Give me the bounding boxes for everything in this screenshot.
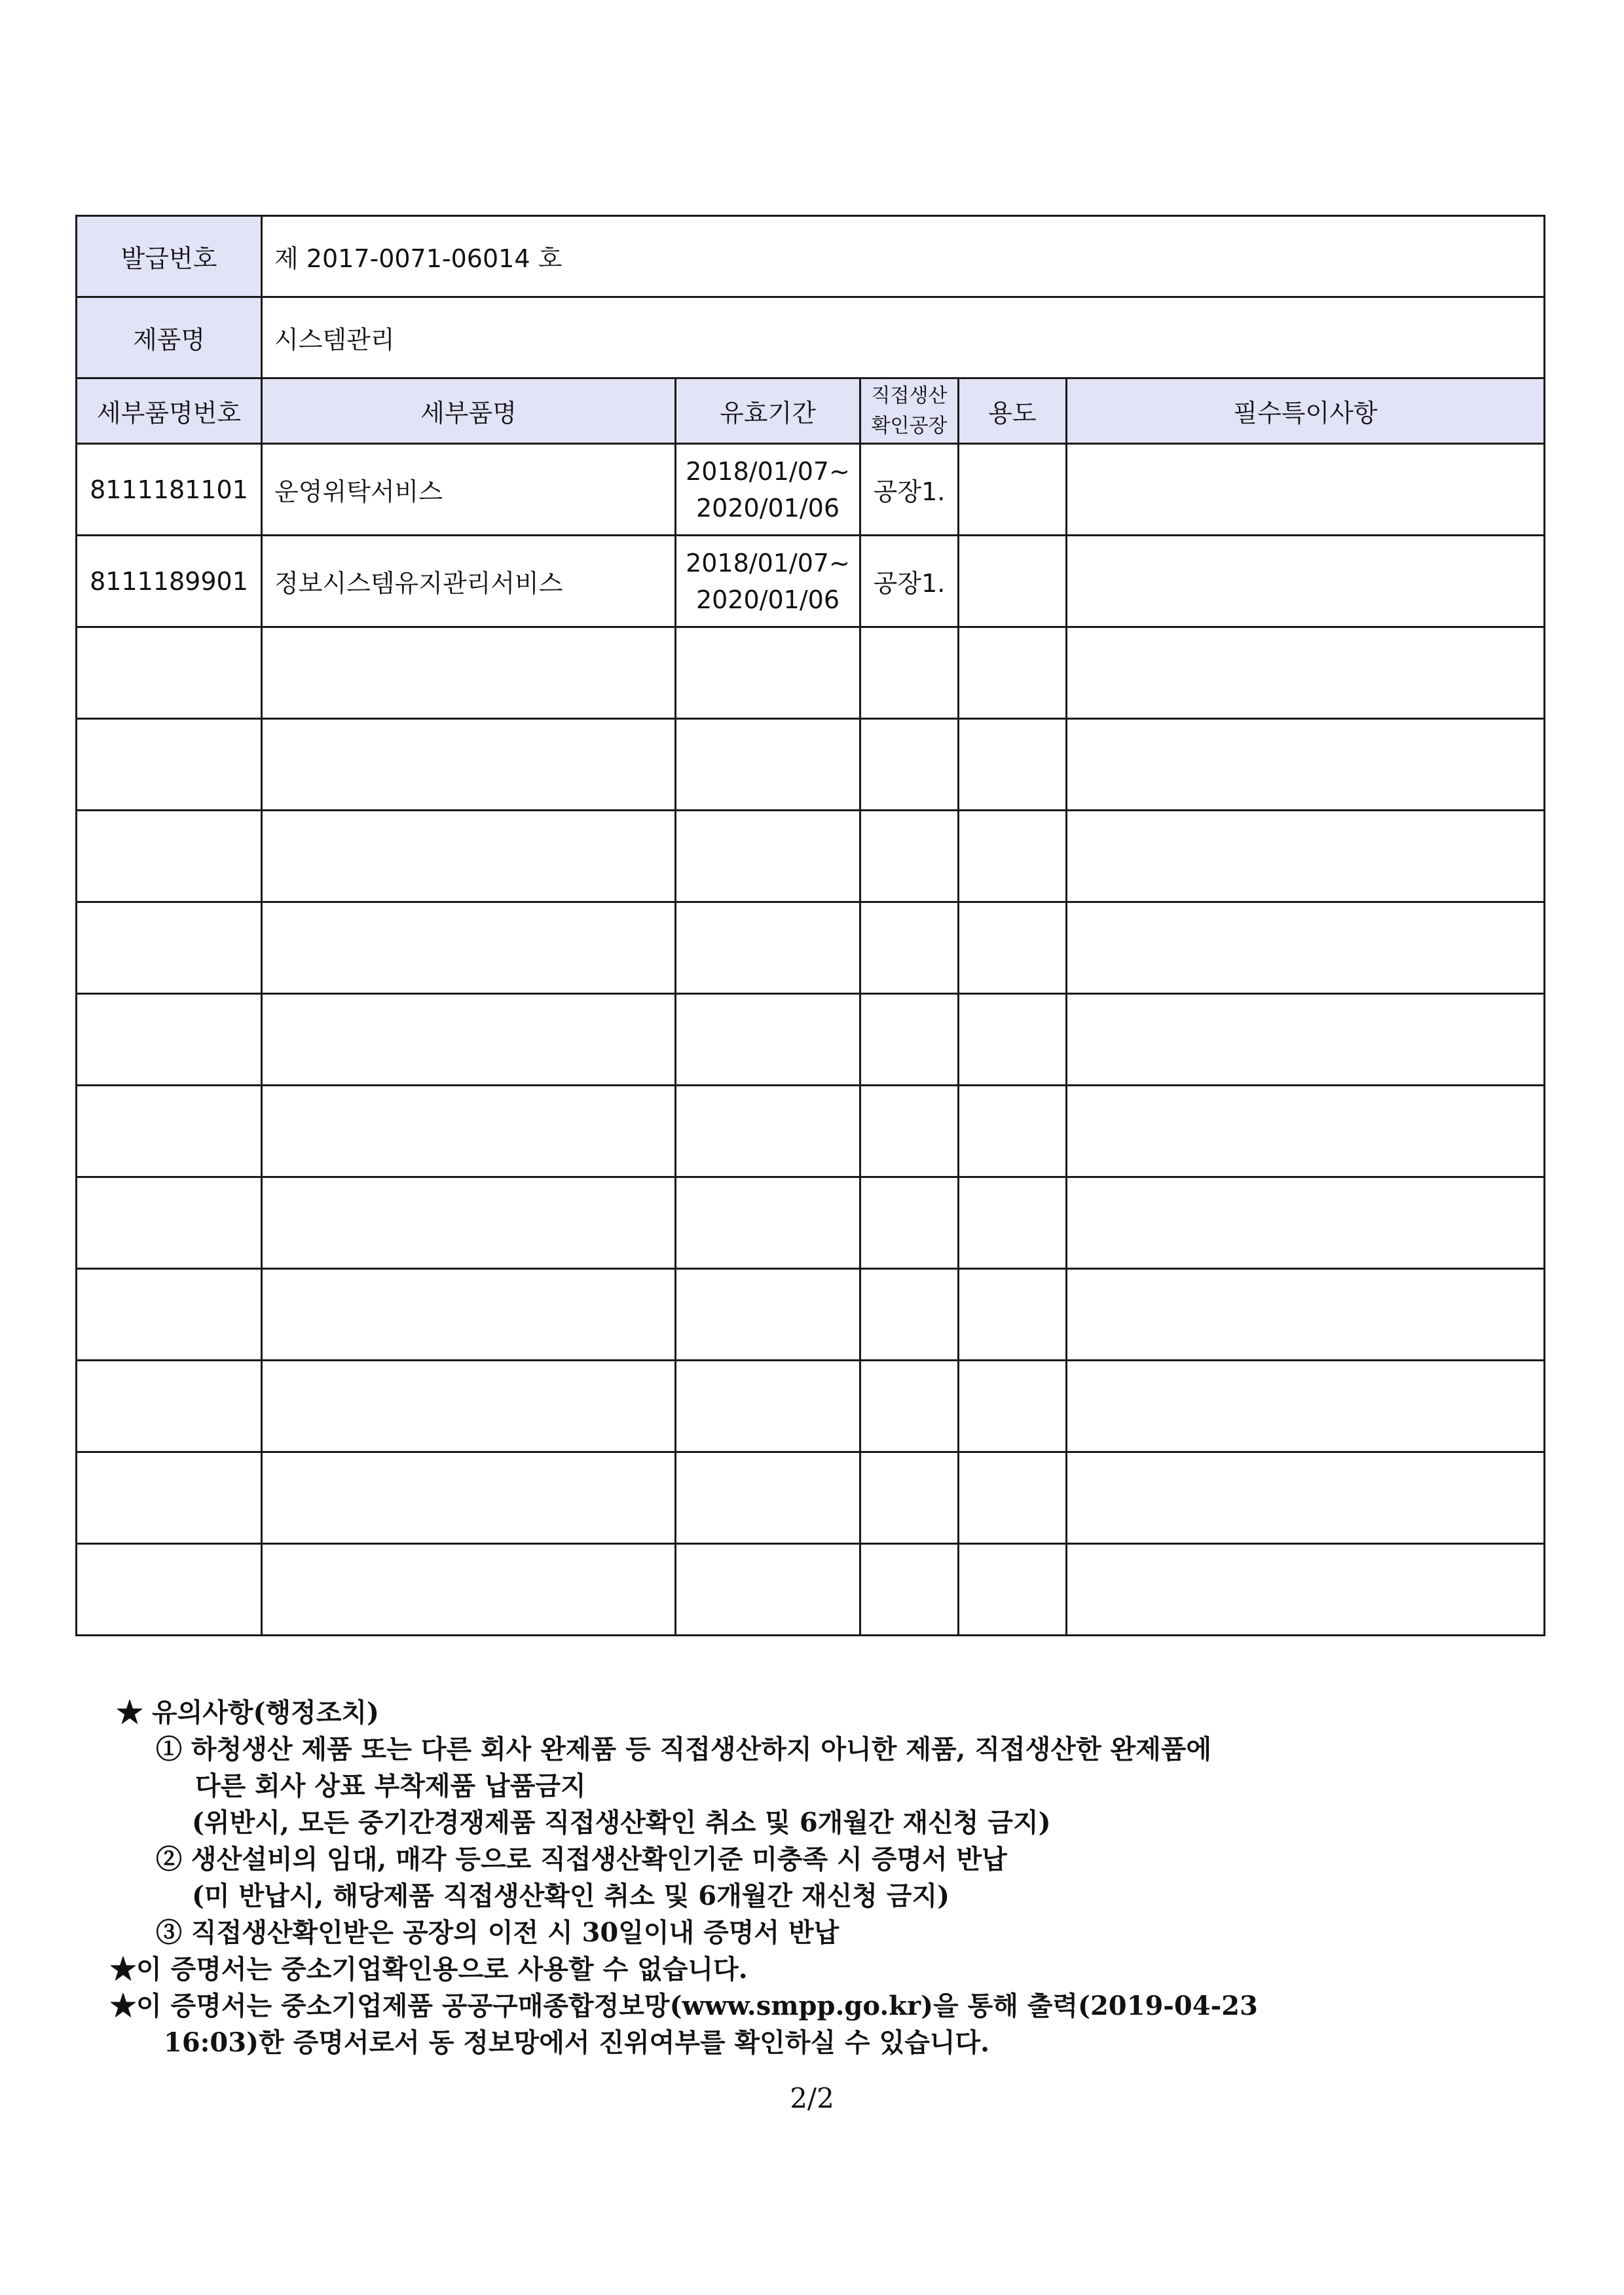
note-item-3-line-1: ③ 직접생산확인받은 공장의 이전 시 30일이내 증명서 반납 xyxy=(156,1917,840,1948)
empty-cell xyxy=(1067,719,1545,811)
empty-cell xyxy=(262,902,676,994)
empty-cell xyxy=(959,627,1067,719)
empty-cell xyxy=(959,994,1067,1086)
row-notes xyxy=(1067,536,1545,627)
empty-cell xyxy=(1067,1452,1545,1544)
empty-cell xyxy=(959,1269,1067,1361)
row-name: 운영위탁서비스 xyxy=(262,444,676,536)
empty-cell xyxy=(1067,811,1545,902)
row-code: 8111181101 xyxy=(77,444,262,536)
empty-cell xyxy=(959,1361,1067,1452)
warning-2-line-2: 16:03)한 증명서로서 동 정보망에서 진위여부를 확인하실 수 있습니다. xyxy=(164,2027,990,2058)
empty-cell xyxy=(77,1544,262,1636)
empty-cell xyxy=(77,719,262,811)
empty-cell xyxy=(77,1177,262,1269)
empty-cell xyxy=(676,994,860,1086)
empty-cell xyxy=(262,1361,676,1452)
empty-cell xyxy=(959,1544,1067,1636)
row-period-to: 2020/01/06 xyxy=(695,493,840,523)
table-row-empty xyxy=(77,1361,1545,1452)
notes-title: ★ 유의사항(행정조치) xyxy=(117,1697,379,1728)
note-item-2-line-2: (미 반납시, 해당제품 직접생산확인 취소 및 6개월간 재신청 금지) xyxy=(192,1881,950,1911)
row-code: 8111189901 xyxy=(77,536,262,627)
row-period-from: 2018/01/07~ xyxy=(686,548,850,578)
table-row-empty xyxy=(77,1177,1545,1269)
table-row-empty xyxy=(77,719,1545,811)
note-item-1-line-3: (위반시, 모든 중기간경쟁제품 직접생산확인 취소 및 6개월간 재신청 금지) xyxy=(192,1807,1051,1838)
empty-cell xyxy=(959,902,1067,994)
empty-cell xyxy=(860,1544,959,1636)
product-name-label: 제품명 xyxy=(77,297,262,378)
empty-cell xyxy=(676,719,860,811)
warning-2-line-1: ★이 증명서는 중소기업제품 공공구매종합정보망(www.smpp.go.kr)을 통해 출력(2019-04-23 xyxy=(110,1991,1258,2021)
row-factory: 공장1. xyxy=(860,536,959,627)
notes-section xyxy=(110,1695,1557,2061)
empty-cell xyxy=(676,1361,860,1452)
col-header-factory-line1: 직접생산 xyxy=(871,384,948,407)
certificate-table xyxy=(75,215,1545,1636)
empty-cell xyxy=(1067,627,1545,719)
empty-cell xyxy=(676,811,860,902)
row-usage xyxy=(959,536,1067,627)
col-header-notes: 필수특이사항 xyxy=(1067,378,1545,444)
empty-cell xyxy=(262,719,676,811)
col-header-name: 세부품명 xyxy=(262,378,676,444)
issue-number-row xyxy=(77,216,1545,297)
row-period-to: 2020/01/06 xyxy=(695,585,840,614)
empty-rows xyxy=(77,627,1545,1636)
table-row xyxy=(77,536,1545,627)
table-row-empty xyxy=(77,1269,1545,1361)
note-item-2-line-1: ② 생산설비의 임대, 매각 등으로 직접생산확인기준 미충족 시 증명서 반납 xyxy=(156,1844,1007,1875)
col-header-usage: 용도 xyxy=(959,378,1067,444)
col-header-period: 유효기간 xyxy=(676,378,860,444)
empty-cell xyxy=(676,1086,860,1177)
empty-cell xyxy=(77,902,262,994)
empty-cell xyxy=(262,627,676,719)
row-notes xyxy=(1067,444,1545,536)
empty-cell xyxy=(77,1452,262,1544)
empty-cell xyxy=(676,902,860,994)
note-item-1-line-2: 다른 회사 상표 부착제품 납품금지 xyxy=(195,1771,586,1801)
empty-cell xyxy=(1067,1361,1545,1452)
empty-cell xyxy=(1067,1544,1545,1636)
table-row-empty xyxy=(77,811,1545,902)
table-row-empty xyxy=(77,902,1545,994)
product-name-row xyxy=(77,297,1545,378)
empty-cell xyxy=(262,1452,676,1544)
table-row-empty xyxy=(77,627,1545,719)
empty-cell xyxy=(860,902,959,994)
note-item-1-line-1: ① 하청생산 제품 또는 다른 회사 완제품 등 직접생산하지 아니한 제품, 직접생산한 완제품에 xyxy=(156,1734,1212,1765)
empty-cell xyxy=(860,627,959,719)
empty-cell xyxy=(676,1177,860,1269)
empty-cell xyxy=(1067,1177,1545,1269)
empty-cell xyxy=(77,1086,262,1177)
empty-cell xyxy=(860,811,959,902)
row-period xyxy=(676,444,860,536)
empty-cell xyxy=(860,1269,959,1361)
empty-cell xyxy=(262,1086,676,1177)
empty-cell xyxy=(860,1452,959,1544)
empty-cell xyxy=(1067,994,1545,1086)
col-header-factory xyxy=(860,378,959,444)
empty-cell xyxy=(860,1361,959,1452)
col-header-code: 세부품명번호 xyxy=(77,378,262,444)
empty-cell xyxy=(1067,1269,1545,1361)
table-row-empty xyxy=(77,994,1545,1086)
row-period xyxy=(676,536,860,627)
empty-cell xyxy=(77,1269,262,1361)
empty-cell xyxy=(676,1544,860,1636)
empty-cell xyxy=(676,1269,860,1361)
empty-cell xyxy=(860,1177,959,1269)
empty-cell xyxy=(262,1269,676,1361)
empty-cell xyxy=(77,1361,262,1452)
empty-cell xyxy=(77,627,262,719)
row-usage xyxy=(959,444,1067,536)
row-name: 정보시스템유지관리서비스 xyxy=(262,536,676,627)
empty-cell xyxy=(77,994,262,1086)
issue-number-value: 제 2017-0071-06014 호 xyxy=(262,216,1545,297)
empty-cell xyxy=(262,1177,676,1269)
empty-cell xyxy=(959,1177,1067,1269)
empty-cell xyxy=(959,811,1067,902)
empty-cell xyxy=(262,811,676,902)
table-row-empty xyxy=(77,1086,1545,1177)
table-row xyxy=(77,444,1545,536)
row-period-from: 2018/01/07~ xyxy=(686,456,850,486)
empty-cell xyxy=(676,1452,860,1544)
table-row-empty xyxy=(77,1544,1545,1636)
empty-cell xyxy=(959,719,1067,811)
empty-cell xyxy=(1067,902,1545,994)
empty-cell xyxy=(1067,1086,1545,1177)
table-row-empty xyxy=(77,1452,1545,1544)
empty-cell xyxy=(262,1544,676,1636)
empty-cell xyxy=(959,1086,1067,1177)
empty-cell xyxy=(676,627,860,719)
column-header-row xyxy=(77,378,1545,444)
row-factory: 공장1. xyxy=(860,444,959,536)
product-name-value: 시스템관리 xyxy=(262,297,1545,378)
page-number: 2/2 xyxy=(790,2082,834,2114)
col-header-factory-line2: 확인공장 xyxy=(871,414,948,437)
empty-cell xyxy=(959,1452,1067,1544)
empty-cell xyxy=(860,719,959,811)
warning-1: ★이 증명서는 중소기업확인용으로 사용할 수 없습니다. xyxy=(110,1954,748,1985)
empty-cell xyxy=(860,994,959,1086)
empty-cell xyxy=(77,811,262,902)
issue-number-label: 발급번호 xyxy=(77,216,262,297)
empty-cell xyxy=(860,1086,959,1177)
empty-cell xyxy=(262,994,676,1086)
